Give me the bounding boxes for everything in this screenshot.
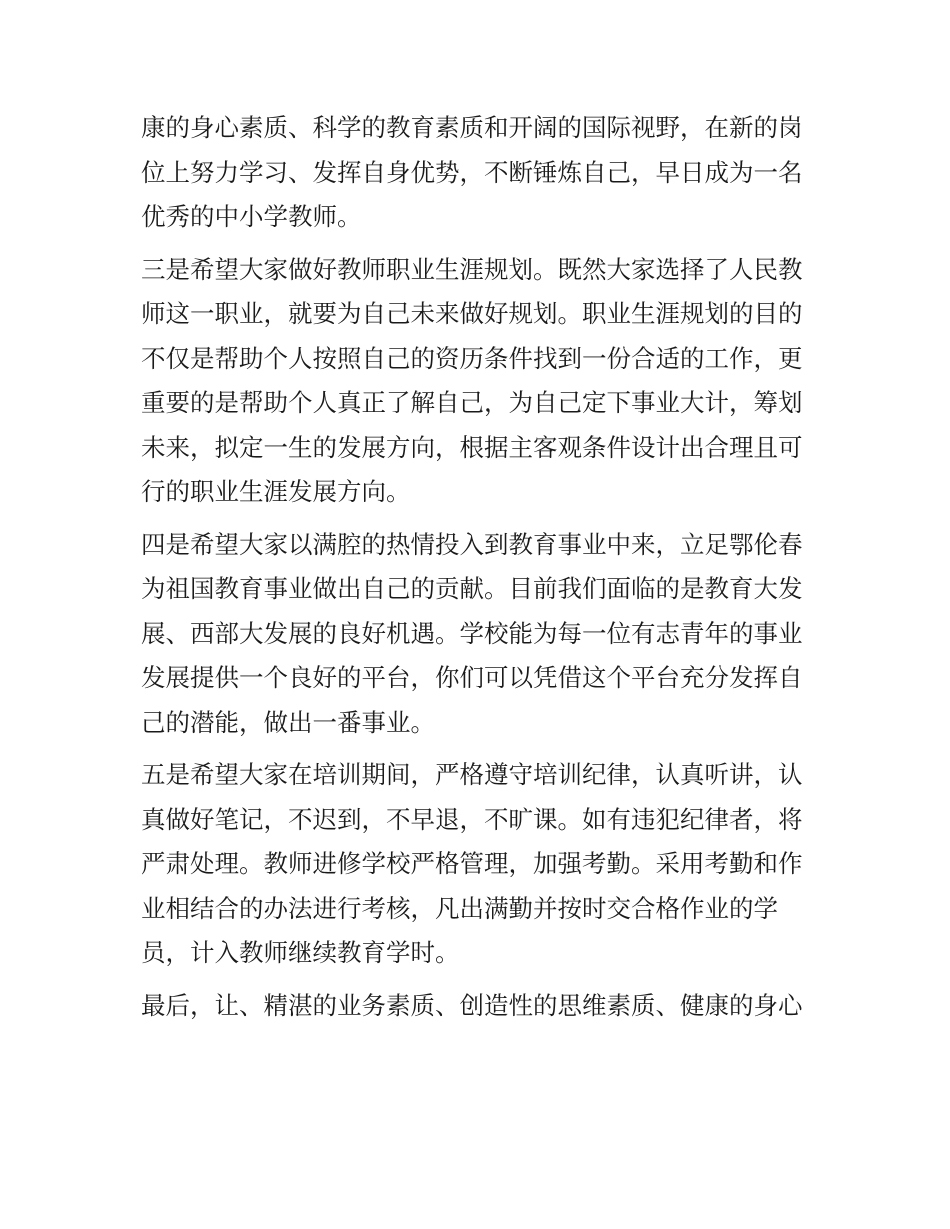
text-line: 发展提供一个良好的平台，你们可以凭借这个平台充分发挥自 [141,663,803,692]
text-line: 严肃处理。教师进修学校严格管理，加强考勤。采用考勤和作 [141,849,803,878]
text-line: 展、西部大发展的良好机遇。学校能为每一位有志青年的事业 [141,618,803,648]
paragraph-4 [141,753,811,976]
text-line: 未来，拟定一生的发展方向，根据主客观条件设计出合理且可 [141,432,803,462]
paragraph-5 [141,984,811,1029]
text-line: 真做好笔记，不迟到，不早退，不旷课。如有违犯纪律者，将 [141,804,803,834]
paragraph-3 [141,523,811,746]
text-line: 师这一职业，就要为自己未来做好规划。职业生涯规划的目的 [141,299,803,328]
text-line: 三是希望大家做好教师职业生涯规划。既然大家选择了人民教 [141,254,803,284]
text-line: 为祖国教育事业做出自己的贡献。目前我们面临的是教育大发 [141,574,803,603]
text-line: 四是希望大家以满腔的热情投入到教育事业中来，立足鄂伦春 [141,529,803,559]
text-line: 业相结合的办法进行考核，凡出满勤并按时交合格作业的学 [141,893,778,923]
text-line: 不仅是帮助个人按照自己的资历条件找到一份合适的工作，更 [141,343,803,373]
paragraph-2 [141,248,811,515]
document-body [141,106,811,1028]
text-line: 重要的是帮助个人真正了解自己，为自己定下事业大计，筹划 [141,388,803,417]
paragraph-1 [141,106,811,240]
paragraph-gap [141,515,811,523]
paragraph-gap [141,240,811,248]
text-line: 五是希望大家在培训期间，严格遵守培训纪律，认真听讲，认 [141,760,803,789]
text-line: 己的潜能，做出一番事业。 [141,707,435,737]
text-line: 员，计入教师继续教育学时。 [141,938,460,967]
text-line: 优秀的中小学教师。 [141,202,362,231]
text-line: 行的职业生涯发展方向。 [141,477,411,506]
paragraph-gap [141,745,811,753]
paragraph-gap [141,976,811,984]
text-line: 最后，让、精湛的业务素质、创造性的思维素质、健康的身心 [141,990,803,1020]
text-line: 康的身心素质、科学的教育素质和开阔的国际视野，在新的岗 [141,113,803,142]
text-line: 位上努力学习、发挥自身优势，不断锤炼自己，早日成为一名 [141,157,803,187]
